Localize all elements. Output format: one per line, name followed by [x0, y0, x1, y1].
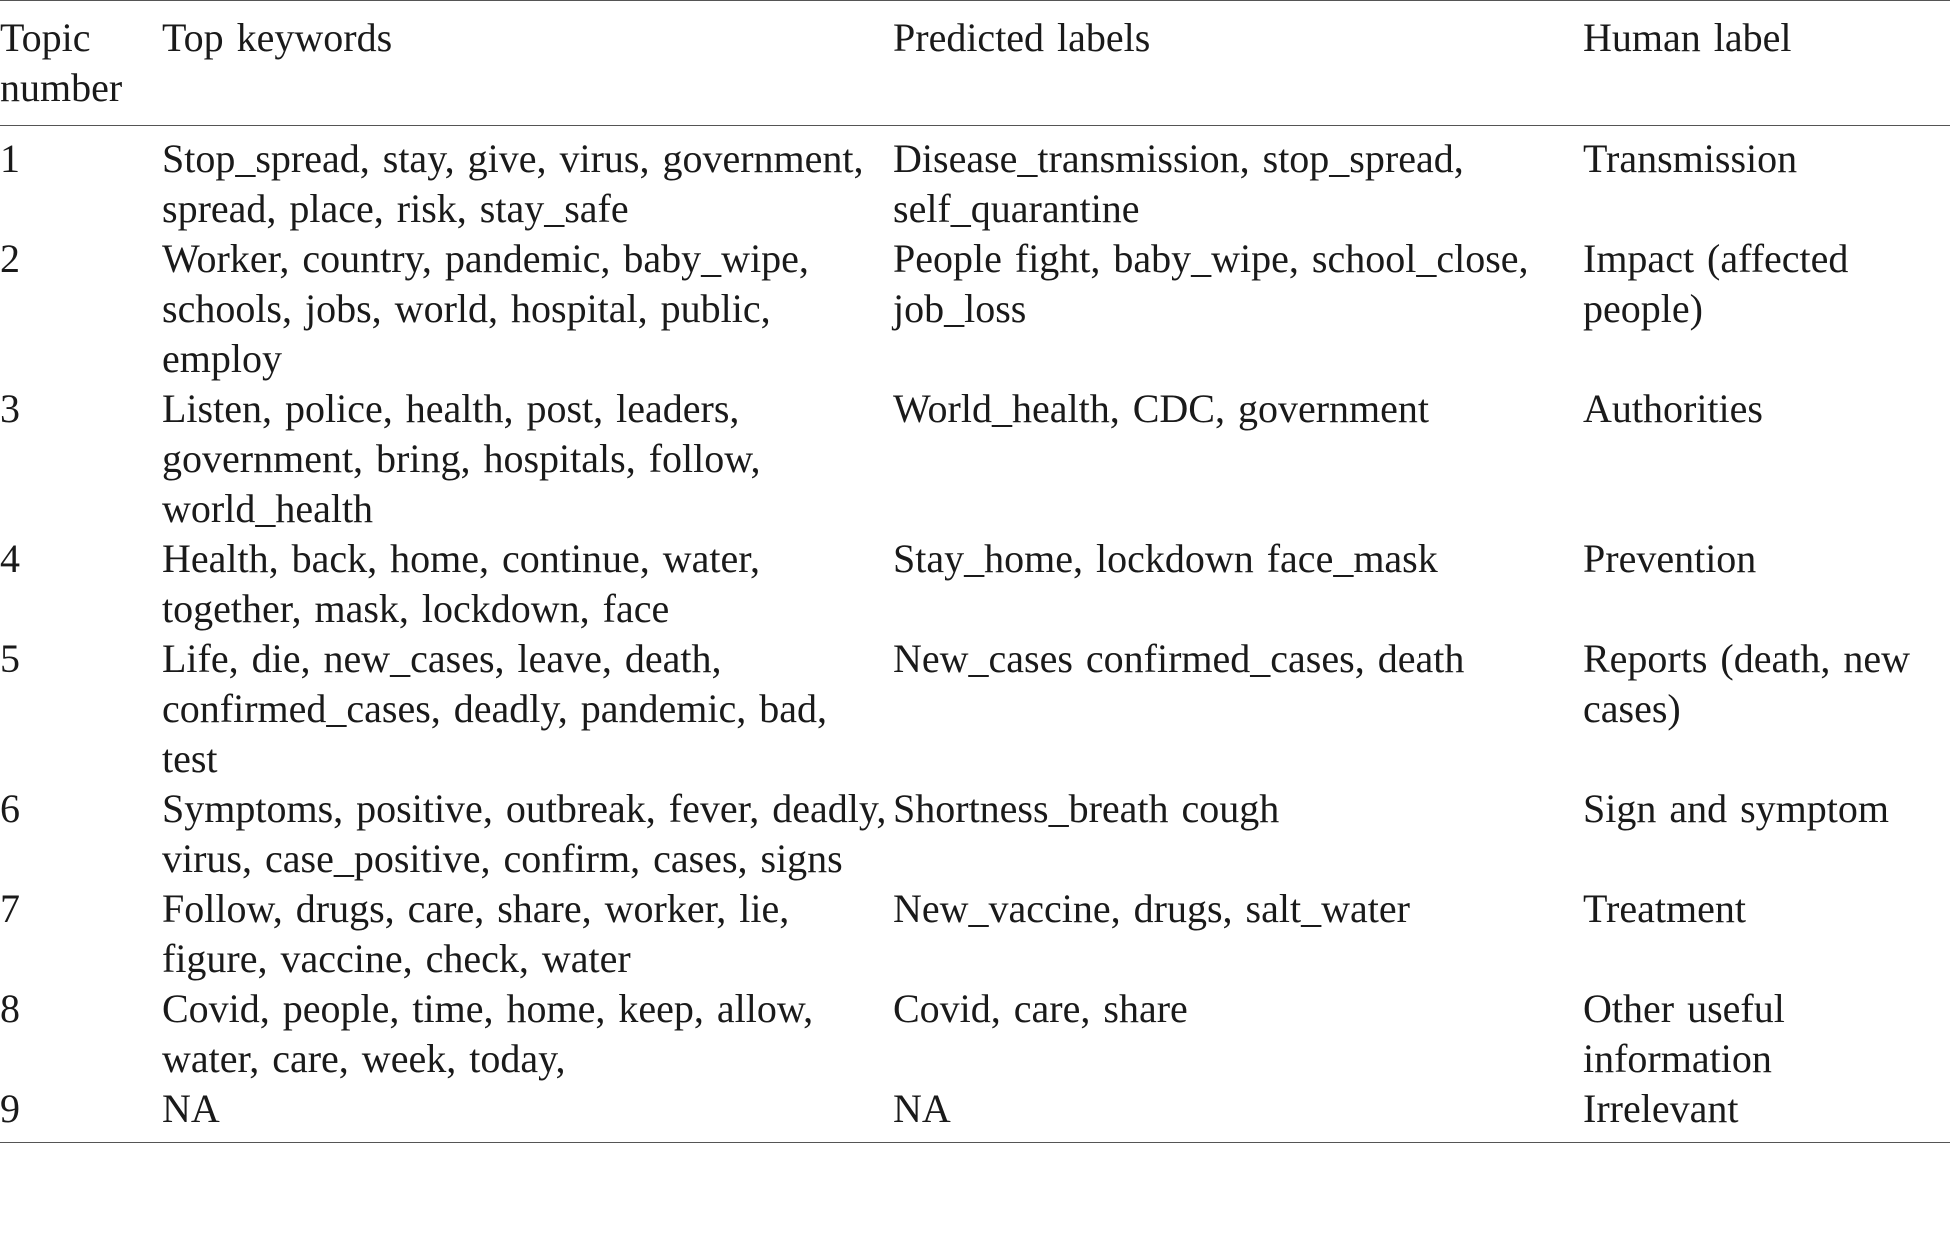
cell-human-label: Irrelevant [1583, 1084, 1950, 1143]
cell-top-keywords: Health, back, home, continue, water, together, mask, lockdown, face [162, 536, 760, 631]
cell-topic-number: 3 [0, 386, 20, 431]
table-row [0, 234, 1950, 384]
cell-topic-number: 9 [0, 1084, 162, 1143]
cell-human-label: Sign and symptom [1583, 786, 1890, 831]
cell-top-keywords: Stop_spread, stay, give, virus, government, spread, place, risk, stay_safe [162, 136, 864, 231]
cell-top-keywords: Follow, drugs, care, share, worker, lie, figure, vaccine, check, water [162, 886, 790, 981]
header-row [0, 1, 1950, 126]
cell-predicted-labels: Covid, care, share [893, 986, 1188, 1031]
cell-predicted-labels: NA [893, 1084, 1583, 1143]
table-row [0, 126, 1950, 235]
table-body [0, 126, 1950, 1143]
cell-top-keywords: Listen, police, health, post, leaders, government, bring, hospitals, follow, world_health [162, 386, 761, 531]
table-row [0, 534, 1950, 634]
cell-topic-number: 4 [0, 536, 20, 581]
cell-human-label: Reports (death, new cases) [1583, 636, 1911, 731]
cell-human-label: Prevention [1583, 536, 1757, 581]
cell-human-label: Transmission [1583, 136, 1798, 181]
table-header [0, 1, 1950, 126]
cell-topic-number: 8 [0, 986, 20, 1031]
cell-topic-number: 6 [0, 786, 20, 831]
cell-predicted-labels: Stay_home, lockdown face_mask [893, 536, 1438, 581]
table-row [0, 784, 1950, 884]
header-topic-number: Topic number [0, 1, 162, 126]
cell-top-keywords: NA [162, 1084, 893, 1143]
header-top-keywords: Top keywords [162, 1, 893, 126]
cell-human-label: Impact (affected people) [1583, 236, 1849, 331]
cell-predicted-labels: Disease_transmission, stop_spread, self_quarantine [893, 136, 1464, 231]
table-row [0, 634, 1950, 784]
cell-topic-number: 7 [0, 886, 20, 931]
cell-human-label: Authorities [1583, 386, 1763, 431]
cell-top-keywords: Symptoms, positive, outbreak, fever, deadly, virus, case_positive, confirm, cases, signs [162, 786, 887, 881]
cell-human-label: Other useful information [1583, 986, 1785, 1081]
cell-top-keywords: Worker, country, pandemic, baby_wipe, schools, jobs, world, hospital, public, employ [162, 236, 809, 381]
table-row [0, 884, 1950, 984]
cell-human-label: Treatment [1583, 886, 1746, 931]
cell-predicted-labels: New_cases confirmed_cases, death [893, 636, 1465, 681]
cell-predicted-labels: People fight, baby_wipe, school_close, job_loss [893, 236, 1529, 331]
table-row [0, 384, 1950, 534]
header-predicted-labels: Predicted labels [893, 1, 1583, 126]
cell-topic-number: 5 [0, 636, 20, 681]
table-row [0, 1084, 1950, 1143]
header-human-label: Human label [1583, 1, 1950, 126]
cell-topic-number: 2 [0, 236, 20, 281]
cell-topic-number: 1 [0, 136, 20, 181]
table-row [0, 984, 1950, 1084]
cell-predicted-labels: Shortness_breath cough [893, 786, 1280, 831]
cell-top-keywords: Covid, people, time, home, keep, allow, water, care, week, today, [162, 986, 814, 1081]
cell-predicted-labels: World_health, CDC, government [893, 386, 1430, 431]
cell-top-keywords: Life, die, new_cases, leave, death, confirmed_cases, deadly, pandemic, bad, test [162, 636, 828, 781]
cell-predicted-labels: New_vaccine, drugs, salt_water [893, 886, 1410, 931]
